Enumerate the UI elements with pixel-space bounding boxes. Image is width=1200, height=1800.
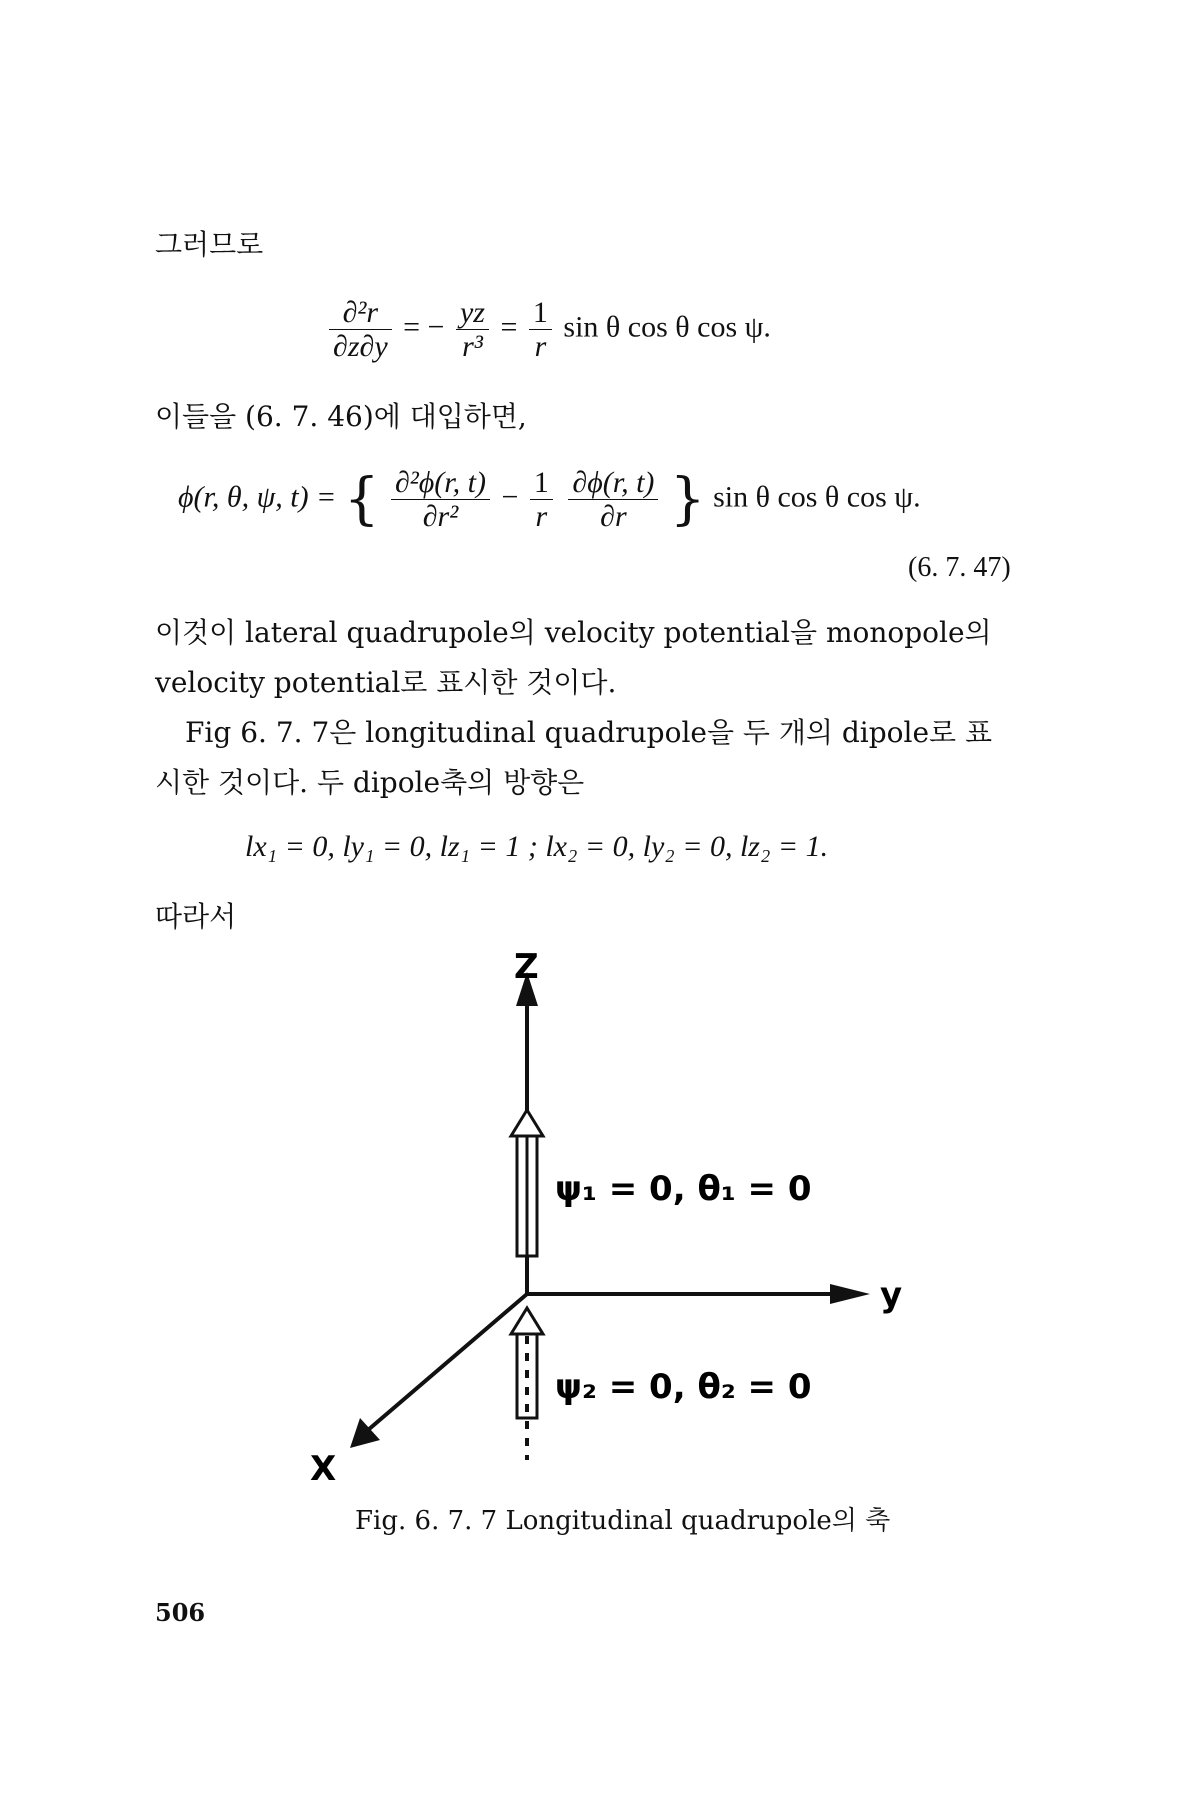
eq2-num2: 1 bbox=[530, 466, 553, 500]
dipole2-arrowhead bbox=[511, 1308, 543, 1334]
axis-y-label: y bbox=[880, 1275, 903, 1315]
paragraph-therefore: 그러므로 bbox=[155, 228, 264, 261]
eq2-right-brace: } bbox=[669, 467, 706, 532]
eq1-den1: ∂z∂y bbox=[333, 330, 388, 363]
eq2-lhs: ϕ(r, θ, ψ, t) = bbox=[178, 480, 337, 514]
axis-x-label: X bbox=[310, 1449, 337, 1489]
eq1-eq-sign1: = − bbox=[403, 310, 445, 344]
paragraph-fig-line2: 시한 것이다. 두 dipole축의 방향은 bbox=[155, 766, 585, 799]
eq2-num3: ∂ϕ(r, t) bbox=[568, 466, 658, 500]
x-axis-line bbox=[368, 1294, 527, 1430]
eq2-den1: ∂r² bbox=[422, 500, 459, 533]
eq2-num1: ∂²ϕ(r, t) bbox=[391, 466, 490, 500]
dipole2-label: ψ₂ = 0, θ₂ = 0 bbox=[555, 1367, 812, 1407]
eq1-eq-sign2: = bbox=[500, 310, 518, 344]
figure-caption: Fig. 6. 7. 7 Longitudinal quadrupole의 축 bbox=[355, 1506, 891, 1536]
dipole1-label: ψ₁ = 0, θ₁ = 0 bbox=[555, 1169, 812, 1209]
equation-3: lx₁ = 0, ly₁ = 0, lz₁ = 1 ; lx₂ = 0, ly₂ = 0, lz₂ = 1. bbox=[245, 830, 829, 863]
dipole1-arrowhead bbox=[511, 1110, 543, 1136]
paragraph-hence: 따라서 bbox=[155, 900, 237, 933]
paragraph-substitute: 이들을 (6. 7. 46)에 대입하면, bbox=[155, 400, 527, 433]
eq1-den2: r³ bbox=[462, 330, 483, 363]
eq1-num3: 1 bbox=[529, 296, 552, 330]
eq2-left-brace: { bbox=[343, 467, 380, 532]
eq1-den3: r bbox=[534, 330, 547, 363]
eq1-num2: yz bbox=[456, 296, 489, 330]
page-number: 506 bbox=[155, 1598, 206, 1627]
eq2-minus: − bbox=[501, 480, 519, 514]
eq1-num1: ∂²r bbox=[329, 296, 392, 330]
equation-number: (6. 7. 47) bbox=[908, 552, 1011, 583]
eq2-den2: r bbox=[535, 500, 548, 533]
paragraph-lateral-line1: 이것이 lateral quadrupole의 velocity potential을 monopole의 bbox=[155, 616, 992, 649]
y-axis-arrowhead bbox=[830, 1284, 870, 1304]
eq2-tail: sin θ cos θ cos ψ. bbox=[713, 480, 921, 514]
eq1-tail: sin θ cos θ cos ψ. bbox=[563, 310, 771, 344]
paragraph-lateral-line2: velocity potential로 표시한 것이다. bbox=[155, 666, 617, 699]
axis-z-label: Z bbox=[514, 947, 539, 987]
paragraph-fig-line1: Fig 6. 7. 7은 longitudinal quadrupole을 두 개의 dipole로 표 bbox=[185, 716, 993, 749]
eq2-den3: ∂r bbox=[600, 500, 627, 533]
